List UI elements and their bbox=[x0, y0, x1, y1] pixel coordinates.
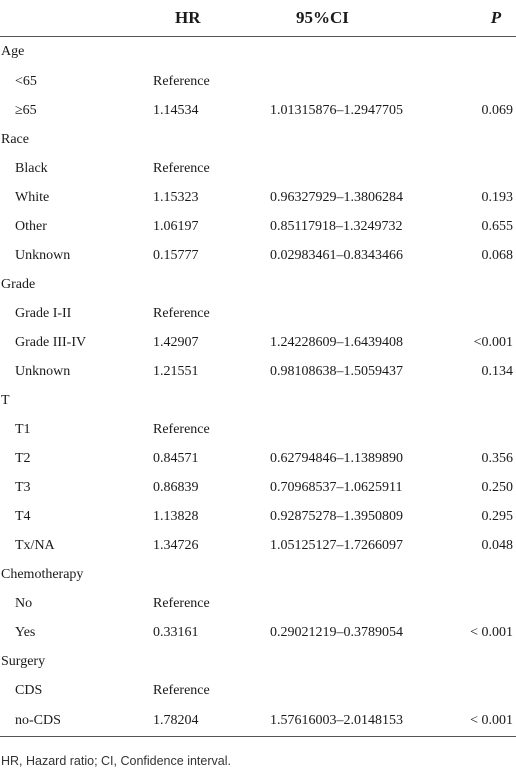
table-row bbox=[0, 676, 516, 705]
table-row bbox=[0, 270, 516, 299]
table-row bbox=[0, 328, 516, 357]
ci-cell bbox=[254, 125, 438, 154]
hr-cell: Reference bbox=[153, 305, 210, 321]
p-value-cell bbox=[438, 560, 516, 589]
table-row bbox=[0, 589, 516, 618]
ci-cell: 0.29021219–0.3789054 bbox=[270, 624, 403, 640]
hr-cell: 1.13828 bbox=[153, 508, 199, 524]
table-row bbox=[0, 299, 516, 328]
table-row bbox=[0, 96, 516, 125]
ci-cell bbox=[254, 299, 438, 328]
ci-cell: 0.62794846–1.1389890 bbox=[270, 450, 403, 466]
p-value-cell bbox=[438, 386, 516, 415]
hr-cell: Reference bbox=[153, 682, 210, 698]
p-value-cell: 0.250 bbox=[481, 479, 513, 495]
hr-cell bbox=[148, 270, 254, 299]
ci-cell: 0.85117918–1.3249732 bbox=[270, 218, 403, 234]
table-row bbox=[0, 444, 516, 473]
ci-cell: 0.02983461–0.8343466 bbox=[270, 247, 403, 263]
p-value-cell: 0.356 bbox=[481, 450, 513, 466]
ci-cell: 1.57616003–2.0148153 bbox=[254, 705, 438, 737]
p-value-cell: 0.134 bbox=[481, 363, 513, 379]
hr-cell: Reference bbox=[153, 73, 210, 89]
p-value-cell bbox=[438, 154, 516, 183]
ci-cell bbox=[254, 37, 438, 68]
row-label: White bbox=[15, 189, 50, 205]
group-label: T bbox=[1, 392, 10, 408]
table-row bbox=[0, 647, 516, 676]
hr-cell: 0.86839 bbox=[153, 479, 199, 495]
p-value-cell: < 0.001 bbox=[438, 705, 516, 737]
table-row bbox=[0, 125, 516, 154]
p-value-cell bbox=[438, 67, 516, 96]
row-label: Black bbox=[15, 160, 48, 176]
hr-cell bbox=[148, 386, 254, 415]
header-p: P bbox=[438, 0, 516, 37]
table-row bbox=[0, 502, 516, 531]
table-body bbox=[0, 37, 516, 737]
ci-cell bbox=[254, 415, 438, 444]
ci-cell bbox=[254, 270, 438, 299]
ci-cell bbox=[254, 154, 438, 183]
ci-cell: 0.92875278–1.3950809 bbox=[270, 508, 403, 524]
ci-cell bbox=[254, 560, 438, 589]
row-label: T4 bbox=[15, 508, 31, 524]
p-value-cell: 0.048 bbox=[481, 537, 513, 553]
table-row bbox=[0, 212, 516, 241]
hr-cell: 1.15323 bbox=[153, 189, 199, 205]
p-value-cell bbox=[438, 676, 516, 705]
row-label: T2 bbox=[15, 450, 31, 466]
row-label: T3 bbox=[15, 479, 31, 495]
hr-cell bbox=[148, 125, 254, 154]
row-label: Grade I-II bbox=[15, 305, 72, 321]
row-label: Tx/NA bbox=[15, 537, 55, 553]
row-label: <65 bbox=[15, 73, 37, 89]
table-row bbox=[0, 560, 516, 589]
hr-cell: 1.34726 bbox=[153, 537, 199, 553]
hr-cell: 0.33161 bbox=[153, 624, 199, 640]
p-value-cell: 0.655 bbox=[481, 218, 513, 234]
hr-cell: Reference bbox=[153, 421, 210, 437]
header-ci: 95%CI bbox=[254, 0, 438, 37]
p-value-cell: < 0.001 bbox=[470, 624, 513, 640]
p-value-cell: 0.068 bbox=[481, 247, 513, 263]
row-label: Unknown bbox=[15, 247, 71, 263]
table-footnote: HR, Hazard ratio; CI, Confidence interval. bbox=[1, 754, 231, 768]
ci-cell bbox=[254, 676, 438, 705]
header-hr: HR bbox=[148, 0, 254, 37]
group-label: Chemotherapy bbox=[1, 566, 84, 582]
ci-cell: 1.24228609–1.6439408 bbox=[270, 334, 403, 350]
ci-cell bbox=[254, 386, 438, 415]
table-row bbox=[0, 415, 516, 444]
row-label: Grade III-IV bbox=[15, 334, 87, 350]
ci-cell bbox=[254, 589, 438, 618]
table-row bbox=[0, 705, 516, 737]
p-value-cell bbox=[438, 37, 516, 68]
p-value-cell bbox=[438, 299, 516, 328]
p-value-cell: <0.001 bbox=[473, 334, 513, 350]
hr-cell: 1.42907 bbox=[153, 334, 199, 350]
group-label: Age bbox=[1, 44, 25, 59]
table-row bbox=[0, 37, 516, 68]
table-row bbox=[0, 154, 516, 183]
table-row bbox=[0, 357, 516, 386]
hr-cell bbox=[148, 560, 254, 589]
hr-cell: Reference bbox=[153, 160, 210, 176]
hr-cell: 1.14534 bbox=[153, 102, 199, 118]
ci-cell: 0.96327929–1.3806284 bbox=[270, 189, 403, 205]
header-variable bbox=[0, 0, 148, 37]
hr-cell bbox=[148, 37, 254, 68]
row-label: CDS bbox=[15, 682, 43, 698]
table-row bbox=[0, 473, 516, 502]
ci-cell: 0.98108638–1.5059437 bbox=[270, 363, 403, 379]
hr-cell: 0.15777 bbox=[153, 247, 199, 263]
hr-cell: 1.06197 bbox=[153, 218, 199, 234]
table-row bbox=[0, 67, 516, 96]
table-header-row bbox=[0, 0, 516, 37]
table-row bbox=[0, 386, 516, 415]
group-label: Surgery bbox=[1, 653, 46, 669]
p-value-cell bbox=[438, 125, 516, 154]
ci-cell bbox=[254, 647, 438, 676]
hr-cell: 1.21551 bbox=[153, 363, 199, 379]
p-value-cell bbox=[438, 589, 516, 618]
row-label: T1 bbox=[15, 421, 31, 437]
group-label: Race bbox=[1, 131, 29, 147]
table-row bbox=[0, 618, 516, 647]
ci-cell bbox=[254, 67, 438, 96]
ci-cell: 1.05125127–1.7266097 bbox=[270, 537, 403, 553]
hr-cell: Reference bbox=[153, 595, 210, 611]
row-label: Unknown bbox=[15, 363, 71, 379]
p-value-cell: 0.295 bbox=[481, 508, 513, 524]
group-label: Grade bbox=[1, 276, 36, 292]
p-value-cell bbox=[438, 270, 516, 299]
ci-cell: 0.70968537–1.0625911 bbox=[270, 479, 403, 495]
p-value-cell: 0.193 bbox=[481, 189, 513, 205]
p-value-cell bbox=[438, 415, 516, 444]
row-label: ≥65 bbox=[15, 102, 37, 118]
ci-cell: 1.01315876–1.2947705 bbox=[270, 102, 403, 118]
row-label: No bbox=[15, 595, 33, 611]
hr-cell bbox=[148, 647, 254, 676]
hr-cell: 0.84571 bbox=[153, 450, 199, 466]
p-value-cell: 0.069 bbox=[481, 102, 513, 118]
table-row bbox=[0, 531, 516, 560]
row-label: Yes bbox=[15, 624, 36, 640]
hr-cell: 1.78204 bbox=[148, 705, 254, 737]
row-label: no-CDS bbox=[0, 705, 148, 737]
row-label: Other bbox=[15, 218, 47, 234]
p-value-cell bbox=[438, 647, 516, 676]
table-row bbox=[0, 241, 516, 270]
table-row bbox=[0, 183, 516, 212]
